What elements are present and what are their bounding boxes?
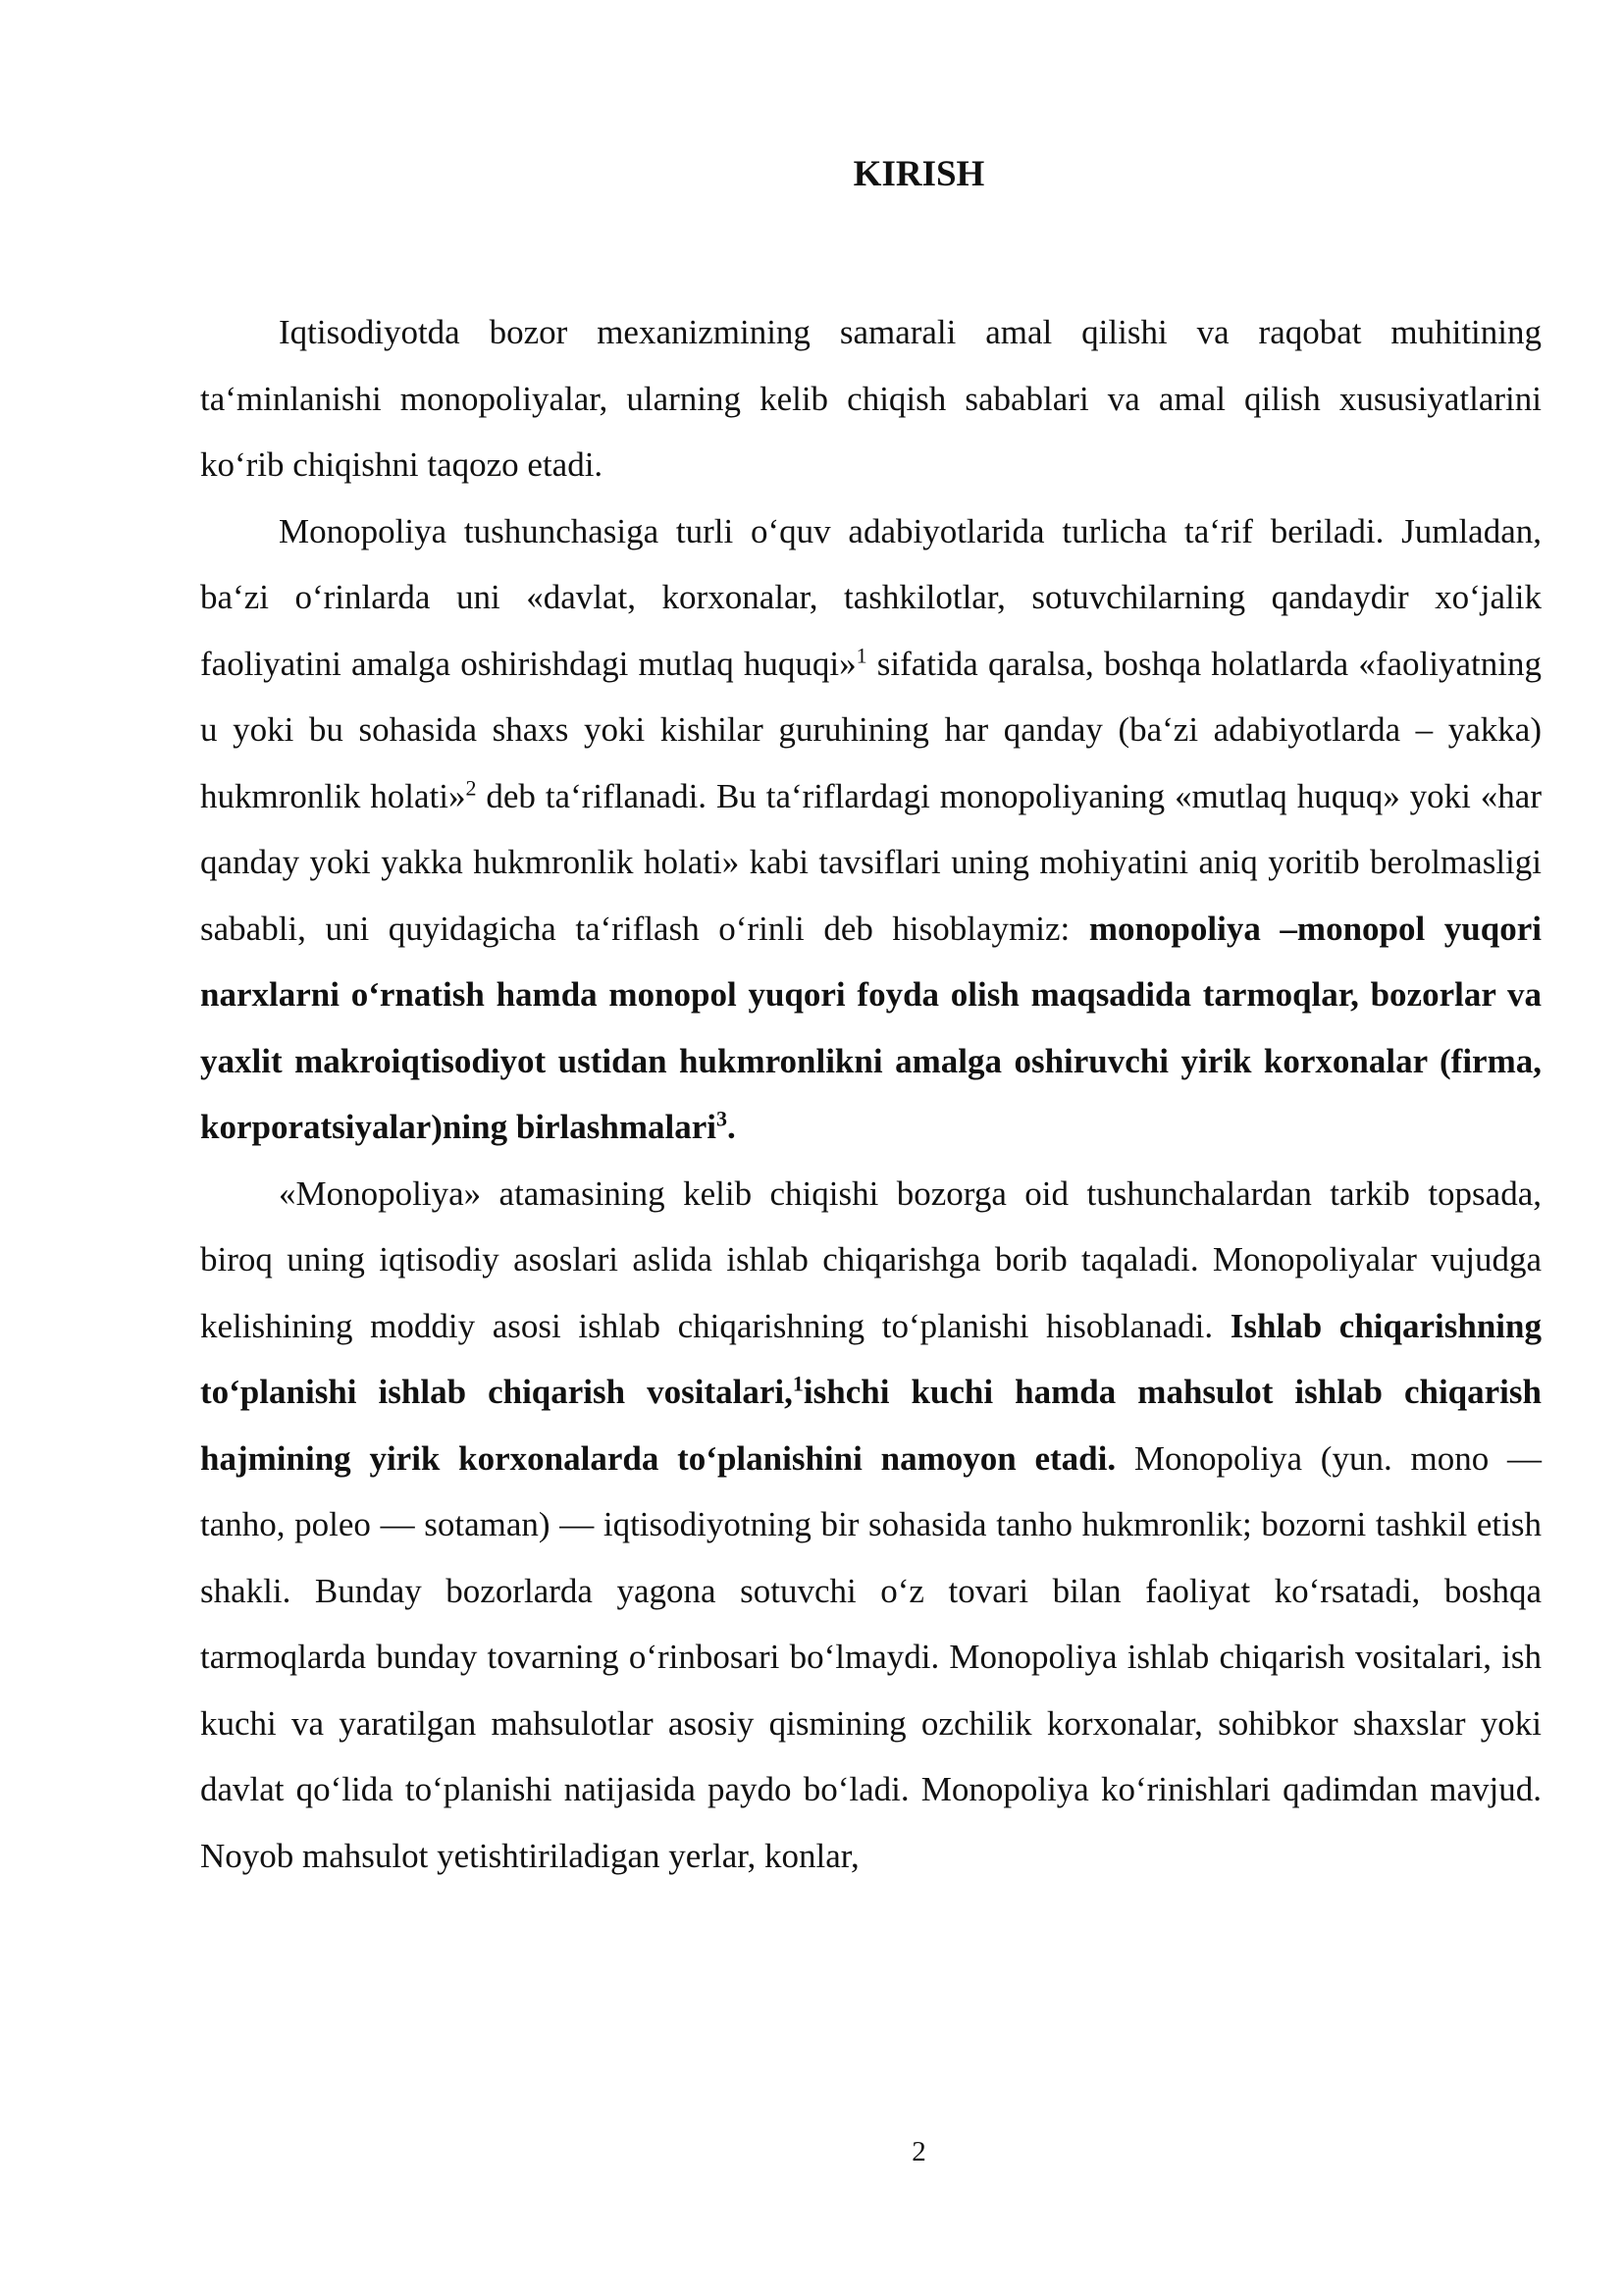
text-run: Monopoliya tushunchasiga turli o‘quv adabiyotlarida turlicha ta‘rif beriladi. Jumladan, ba‘zi o‘rinlarda uni «davlat, korxonalar, tashkilotlar, sotuvchilarning qandaydir xo‘jalik faoliyatini amalga oshirishdagi mutlaq huquqi» [200,511,1542,683]
paragraph-2 [200,498,1542,1161]
text-run: deb ta‘riflanadi. Bu ta‘riflardagi monopoliyaning «mutlaq huquq» yoki «har qanday yoki yakka hukmronlik holati» kabi tavsiflari uning mohiyatini aniq yoritib berolmasligi sababli, uni quyidagicha ta‘riflash o‘rinli deb hisoblaymiz: [200,776,1542,948]
footnote-ref-3: 3 [716,1106,727,1131]
text-run-bold: . [727,1108,736,1146]
page-title: KIRISH [853,154,985,194]
paragraph-1: Iqtisodiyotda bozor mexanizmining samarali amal qilishi va raqobat muhitining ta‘minlanishi monopoliyalar, ularning kelib chiqish sabablari va amal qilish xususiyatlarini ko‘rib chiqishni taqozo etadi. [200,313,1542,484]
footnote-ref-2: 2 [465,774,477,800]
text-run: sifatida qaralsa, boshqa holatlarda «faoliyatning u yoki bu sohasida shaxs yoki kishilar guruhining har qanday (ba‘zi adabiyotlarda – yakka) hukmronlik holati» [200,644,1542,815]
body-text [200,299,1542,1889]
text-run: Monopoliya (yun. mono — tanho, poleo — sotaman) — iqtisodiyotning bir sohasida tanho hukmronlik; bozorni tashkil etish shakli. Bunday bozorlarda yagona sotuvchi o‘z tovari bilan faoliyat ko‘rsatadi, boshqa tarmoqlarda bunday tovarning o‘rinbosari bo‘lmaydi. Monopoliya ishlab chiqarish vositalari, ish kuchi va yaratilgan mahsulotlar asosiy qismining ozchilik korxonalar, sohibkor shaxslar yoki davlat qo‘lida to‘planishi natijasida paydo bo‘ladi. Monopoliya ko‘rinishlari qadimdan mavjud. Noyob mahsulot yetishtiriladigan yerlar, konlar, [200,1438,1542,1875]
concentration-definition: Ishlab chiqarishning to‘planishi ishlab chiqarish vositalari, [200,1306,1542,1411]
text-run: «Monopoliya» atamasining kelib chiqishi bozorga oid tushunchalardan tarkib topsada, biroq uning iqtisodiy asoslari aslida ishlab chiqarishga borib taqaladi. Monopoliyalar vujudga kelishining moddiy asosi ishlab chiqarishning to‘planishi hisoblanadi. [200,1174,1542,1345]
monopoly-definition: monopoliya –monopol yuqori narxlarni o‘rnatish hamda monopol yuqori foyda olish maqsadida tarmoqlar, bozorlar va yaxlit makroiqtisodiyot ustidan hukmronlikni amalga oshiruvchi yirik korxonalar (firma, korporatsiyalar)ning birlashmalari [200,909,1542,1146]
footnote-ref-4: 1 [792,1371,804,1396]
footnote-ref-1: 1 [856,642,867,667]
concentration-definition-cont: ishchi kuchi hamda mahsulot ishlab chiqarish hajmining yirik korxonalarda to‘planishini namoyon etadi. [200,1373,1542,1478]
paragraph-3 [200,1161,1542,1890]
page-number: 2 [912,2136,926,2167]
